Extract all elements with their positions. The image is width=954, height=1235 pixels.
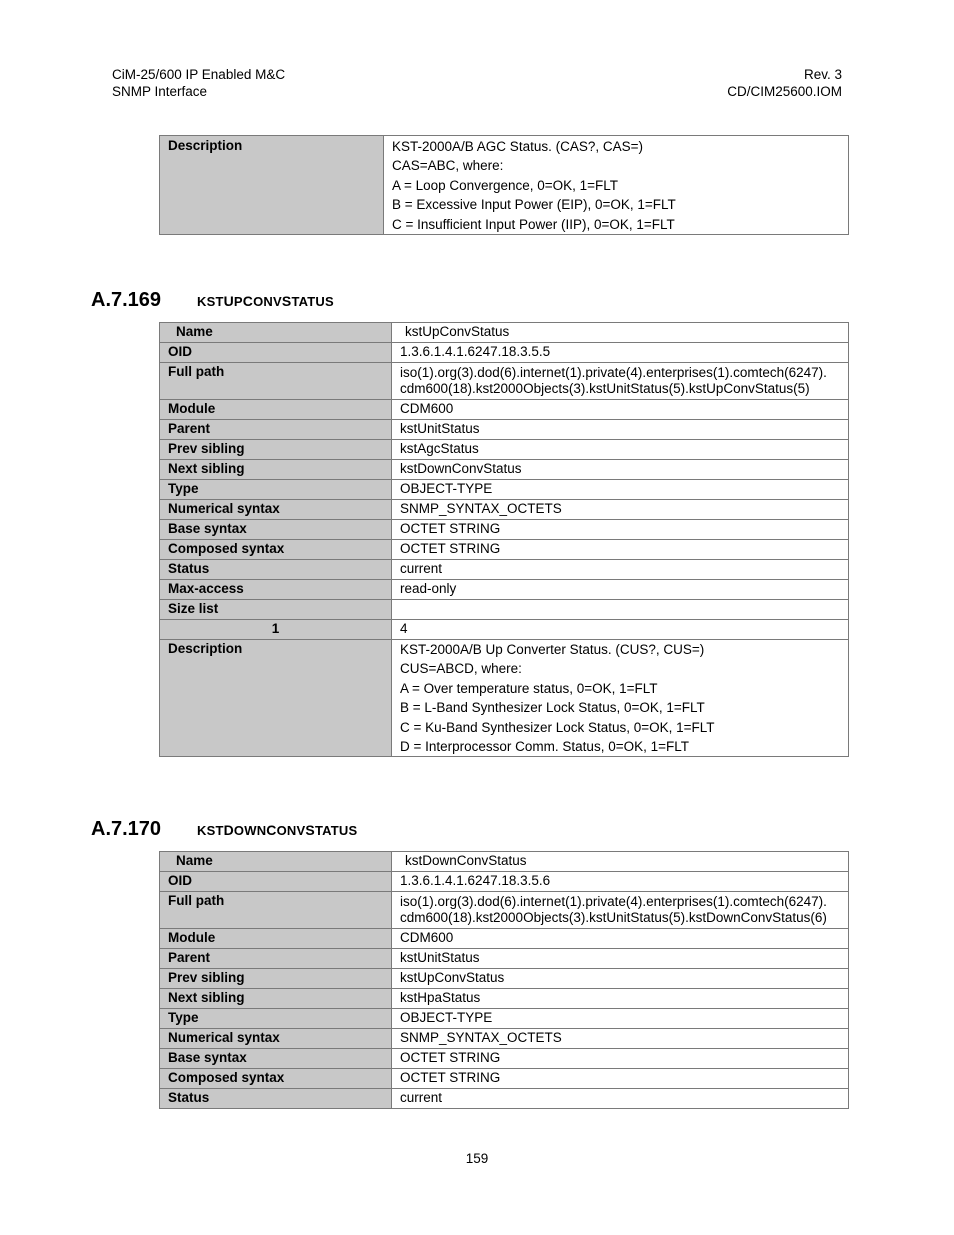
table-row (160, 1089, 849, 1109)
table-row (160, 560, 849, 580)
full-path-line: cdm600(18).kst2000Objects(3).kstUnitStatus(5).kstUpConvStatus(5) (400, 381, 810, 396)
description-line: KST-2000A/B Up Converter Status. (CUS?, CUS=) (400, 642, 705, 657)
row-value: OCTET STRING (392, 1069, 849, 1089)
table-row (160, 989, 849, 1009)
row-label: Name (160, 323, 392, 343)
row-value: SNMP_SYNTAX_OCTETS (392, 500, 849, 520)
row-label: 1 (160, 620, 392, 640)
section-heading (91, 289, 334, 312)
title-part: tatus (291, 289, 334, 310)
row-label: Parent (160, 949, 392, 969)
row-label: Composed syntax (160, 1069, 392, 1089)
table-row (160, 892, 849, 929)
kstdownconvstatus-table (159, 851, 849, 1109)
title-part: c (242, 289, 254, 311)
title-part: own (233, 818, 267, 839)
title-part: kst (197, 818, 224, 839)
row-label: Base syntax (160, 520, 392, 540)
row-label: Full path (160, 892, 392, 929)
table-row (160, 540, 849, 560)
row-label: Base syntax (160, 1049, 392, 1069)
table-row (160, 363, 849, 400)
row-value: OBJECT-TYPE (392, 1009, 849, 1029)
section-title (197, 289, 334, 310)
title-part: kst (197, 289, 224, 310)
row-label: Max-access (160, 580, 392, 600)
description-line: C = Insufficient Input Power (IIP), 0=OK, 1=FLT (392, 216, 675, 232)
table-row (160, 929, 849, 949)
row-value: current (392, 560, 849, 580)
table-row (160, 323, 849, 343)
description-line: B = Excessive Input Power (EIP), 0=OK, 1=FLT (392, 197, 676, 213)
description-line: B = L-Band Synthesizer Lock Status, 0=OK, 1=FLT (400, 700, 705, 716)
section-heading (91, 818, 357, 841)
full-path-line: cdm600(18).kst2000Objects(3).kstUnitStatus(5).kstDownConvStatus(6) (400, 910, 827, 925)
row-value (392, 600, 849, 620)
row-label: Numerical syntax (160, 500, 392, 520)
row-label: Type (160, 480, 392, 500)
row-value: OCTET STRING (392, 540, 849, 560)
title-part: s (281, 289, 292, 311)
row-label: Type (160, 1009, 392, 1029)
row-label: Composed syntax (160, 540, 392, 560)
row-label: Next sibling (160, 989, 392, 1009)
description-line: CUS=ABCD, where: (400, 661, 522, 677)
table-row (160, 400, 849, 420)
title-part: u (223, 289, 234, 311)
table-row (160, 969, 849, 989)
row-value: 4 (392, 620, 849, 640)
row-value: SNMP_SYNTAX_OCTETS (392, 1029, 849, 1049)
description-line: A = Over temperature status, 0=OK, 1=FLT (400, 680, 658, 696)
title-part: tatus (314, 818, 358, 839)
row-label: Numerical syntax (160, 1029, 392, 1049)
row-value: OBJECT-TYPE (392, 480, 849, 500)
table-row (160, 420, 849, 440)
row-label: Description (160, 136, 384, 235)
table-row (160, 136, 849, 235)
table-row (160, 640, 849, 757)
row-value: current (392, 1089, 849, 1109)
row-label: Name (160, 852, 392, 872)
row-value (392, 363, 849, 400)
table-row (160, 520, 849, 540)
section-number: A.7.170 (91, 818, 162, 840)
row-label: Size list (160, 600, 392, 620)
row-value: kstDownConvStatus (392, 460, 849, 480)
document-code: CD/CIM25600.IOM (727, 83, 842, 99)
table-row (160, 600, 849, 620)
full-path-line: iso(1).org(3).dod(6).internet(1).private(4).enterprises(1).comtech(6247). (400, 894, 827, 909)
row-value (384, 136, 849, 235)
section-number: A.7.169 (91, 289, 162, 311)
page-number: 159 (465, 1151, 489, 1166)
row-label: Description (160, 640, 392, 757)
row-value: kstUpConvStatus (392, 969, 849, 989)
row-label: OID (160, 343, 392, 363)
row-value: kstDownConvStatus (392, 852, 849, 872)
title-part: onv (276, 818, 306, 839)
row-label: Status (160, 1089, 392, 1109)
table-row (160, 1009, 849, 1029)
top-description-table (159, 135, 849, 235)
row-value: kstAgcStatus (392, 440, 849, 460)
row-value: CDM600 (392, 929, 849, 949)
table-row (160, 580, 849, 600)
table-row (160, 1049, 849, 1069)
table-row (160, 460, 849, 480)
row-label: Module (160, 400, 392, 420)
document-title: CiM-25/600 IP Enabled M&C (112, 67, 286, 82)
row-value: CDM600 (392, 400, 849, 420)
kstupconvstatus-table (159, 322, 849, 757)
full-path-line: iso(1).org(3).dod(6).internet(1).private(4).enterprises(1).comtech(6247). (400, 365, 827, 380)
row-value: kstUpConvStatus (392, 323, 849, 343)
row-label: Status (160, 560, 392, 580)
row-value: OCTET STRING (392, 520, 849, 540)
table-row (160, 949, 849, 969)
row-value (392, 640, 849, 757)
title-part: s (305, 818, 315, 840)
row-label: Prev sibling (160, 440, 392, 460)
row-label: OID (160, 872, 392, 892)
revision: Rev. 3 (803, 67, 842, 82)
table-row (160, 1029, 849, 1049)
table-row (160, 1069, 849, 1089)
table-row (160, 500, 849, 520)
row-value: 1.3.6.1.4.1.6247.18.3.5.5 (392, 343, 849, 363)
title-part: onv (253, 289, 282, 310)
title-part: d (223, 818, 234, 840)
row-value: kstHpaStatus (392, 989, 849, 1009)
table-row (160, 852, 849, 872)
table-row (160, 343, 849, 363)
header-left (112, 67, 285, 100)
row-value: kstUnitStatus (392, 420, 849, 440)
row-value: kstUnitStatus (392, 949, 849, 969)
title-part: c (266, 818, 277, 840)
row-value (392, 892, 849, 929)
header-right (727, 67, 842, 100)
document-subtitle: SNMP Interface (112, 83, 208, 99)
row-label: Next sibling (160, 460, 392, 480)
description-line: KST-2000A/B AGC Status. (CAS?, CAS=) (392, 139, 643, 154)
row-value: 1.3.6.1.4.1.6247.18.3.5.6 (392, 872, 849, 892)
description-line: C = Ku-Band Synthesizer Lock Status, 0=OK, 1=FLT (400, 719, 715, 735)
table-row (160, 440, 849, 460)
table-row (160, 480, 849, 500)
description-line: D = Interprocessor Comm. Status, 0=OK, 1=FLT (400, 739, 689, 755)
table-row (160, 620, 849, 640)
row-label: Full path (160, 363, 392, 400)
row-label: Prev sibling (160, 969, 392, 989)
row-label: Parent (160, 420, 392, 440)
row-value: OCTET STRING (392, 1049, 849, 1069)
description-line: A = Loop Convergence, 0=OK, 1=FLT (392, 177, 619, 193)
table-row (160, 872, 849, 892)
row-value: read-only (392, 580, 849, 600)
row-label: Module (160, 929, 392, 949)
title-part: p (233, 289, 243, 310)
description-line: CAS=ABC, where: (392, 158, 504, 174)
section-title (197, 818, 357, 839)
